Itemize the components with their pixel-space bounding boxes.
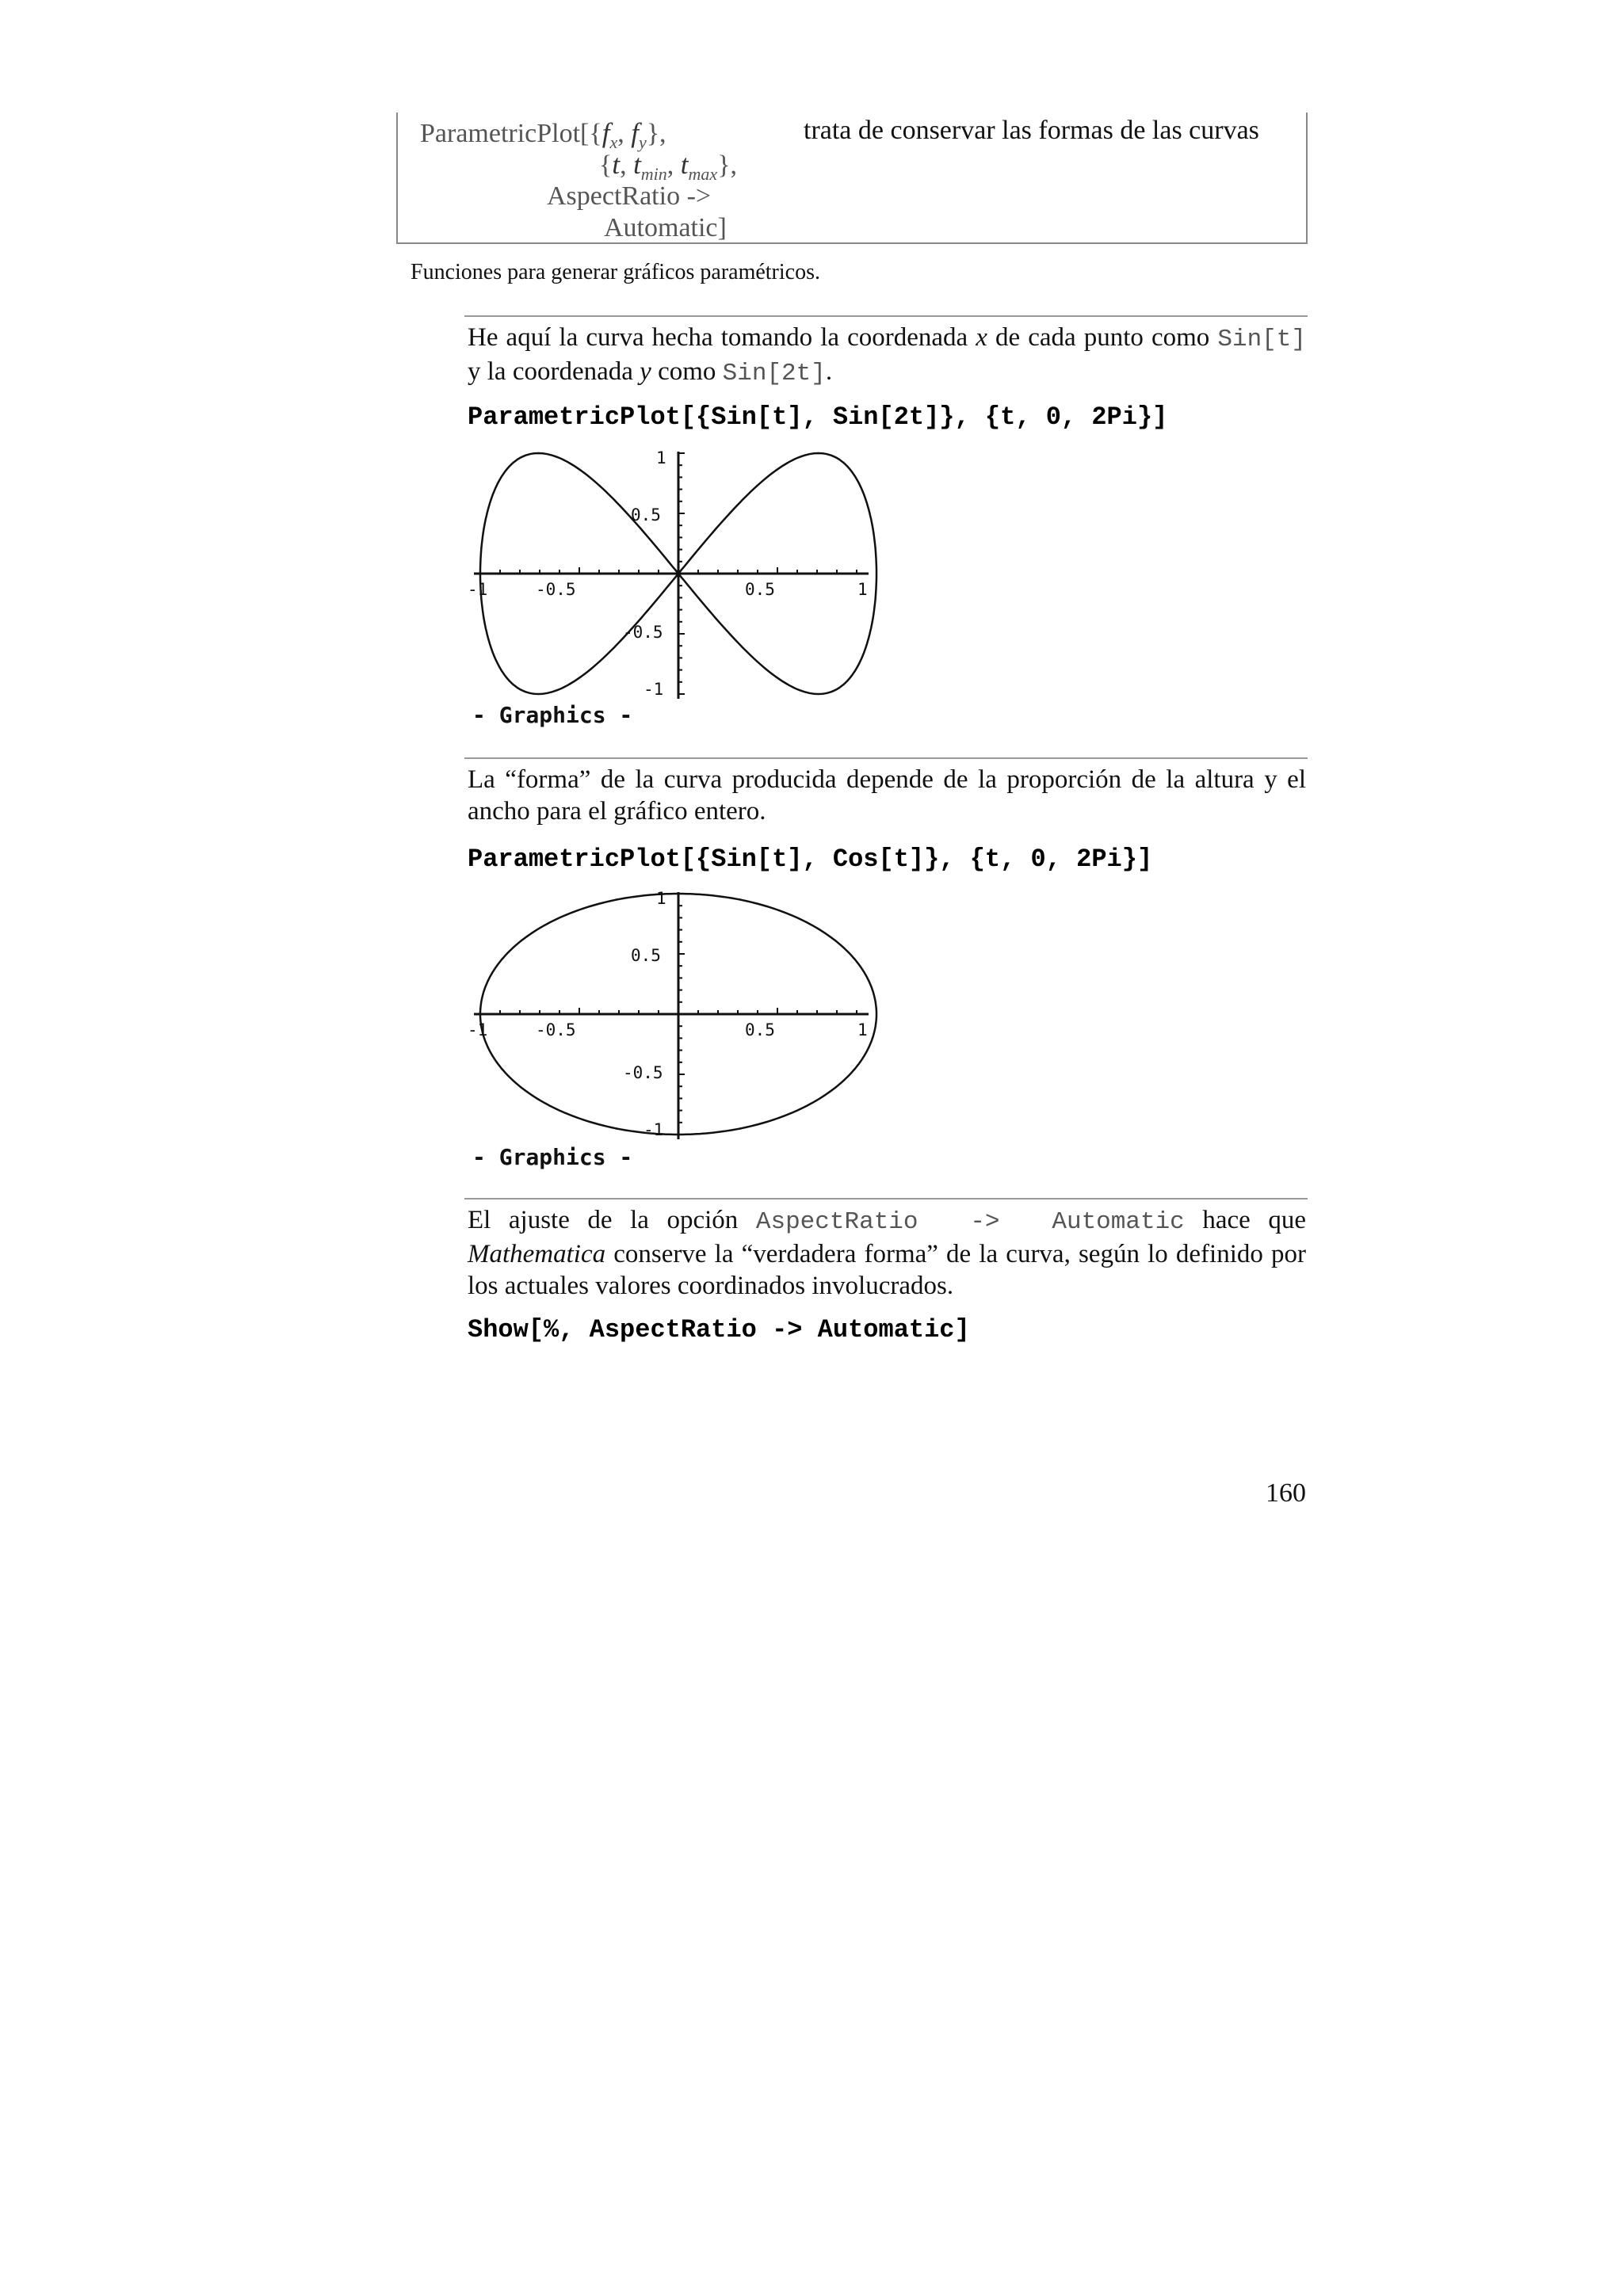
syntax-line-2: {t, $t_{min}$, $t_{max}$}, [599, 149, 738, 184]
syntax-line-1: $ParametricPlot[\{f_x$, $f_y$}, [420, 117, 666, 152]
plot-ellipse [468, 884, 880, 1146]
function-table [396, 113, 1308, 244]
paragraph-2: La “forma” de la curva producida depende de la proporción de la altura y el ancho para el gráfico entero. [468, 765, 1306, 826]
x-tick-label: -0.5 [536, 580, 576, 599]
section-divider [464, 757, 1308, 759]
y-tick-label: 1 [656, 889, 666, 908]
graphics-output-label: - Graphics - [472, 702, 633, 728]
x-tick-label: 0.5 [745, 1020, 775, 1039]
y-tick-label: 0.5 [631, 505, 661, 524]
y-tick-label: 0.5 [631, 946, 661, 965]
page-number: 160 [1266, 1478, 1306, 1508]
section-divider [464, 315, 1308, 317]
syntax-cell [420, 117, 785, 242]
table-caption: Funciones para generar gráficos paramétricos. [411, 260, 820, 284]
plot-lemniscate [468, 444, 880, 705]
x-tick-label: -1 [468, 580, 488, 599]
input-cell-3: Show[%, AspectRatio -> Automatic] [468, 1315, 970, 1344]
x-tick-label: 1 [857, 1020, 868, 1039]
x-tick-label: 1 [857, 580, 868, 599]
y-tick-label: -1 [643, 1120, 664, 1139]
input-cell-1: ParametricPlot[{Sin[t], Sin[2t]}, {t, 0, 2Pi}] [468, 402, 1168, 432]
input-cell-2: ParametricPlot[{Sin[t], Cos[t]}, {t, 0, 2Pi}] [468, 845, 1153, 874]
graphics-output-label: - Graphics - [472, 1144, 633, 1170]
paragraph-3: El ajuste de la opción AspectRatio -> Automatic hace que Mathematica conserve la “verdadera forma” de la curva, según lo definido por los actuales valores coordinados involucrados. [468, 1206, 1307, 1300]
syntax-line-4: Automatic] [604, 213, 727, 242]
x-tick-label: -0.5 [536, 1020, 576, 1039]
section-divider [464, 1198, 1308, 1199]
syntax-line-3: AspectRatio -> [547, 181, 712, 211]
paragraph-1: He aquí la curva hecha tomando la coordenada x de cada punto como Sin[t] y la coordenada y como Sin[2t]. [468, 323, 1306, 387]
y-tick-label: -0.5 [623, 1063, 663, 1082]
x-tick-label: 0.5 [745, 580, 775, 599]
y-tick-label: 1 [656, 448, 666, 467]
x-tick-label: -1 [468, 1020, 488, 1039]
y-tick-label: -1 [643, 680, 664, 699]
y-tick-label: -0.5 [623, 623, 663, 642]
description-cell: trata de conservar las formas de las curvas [804, 116, 1259, 145]
